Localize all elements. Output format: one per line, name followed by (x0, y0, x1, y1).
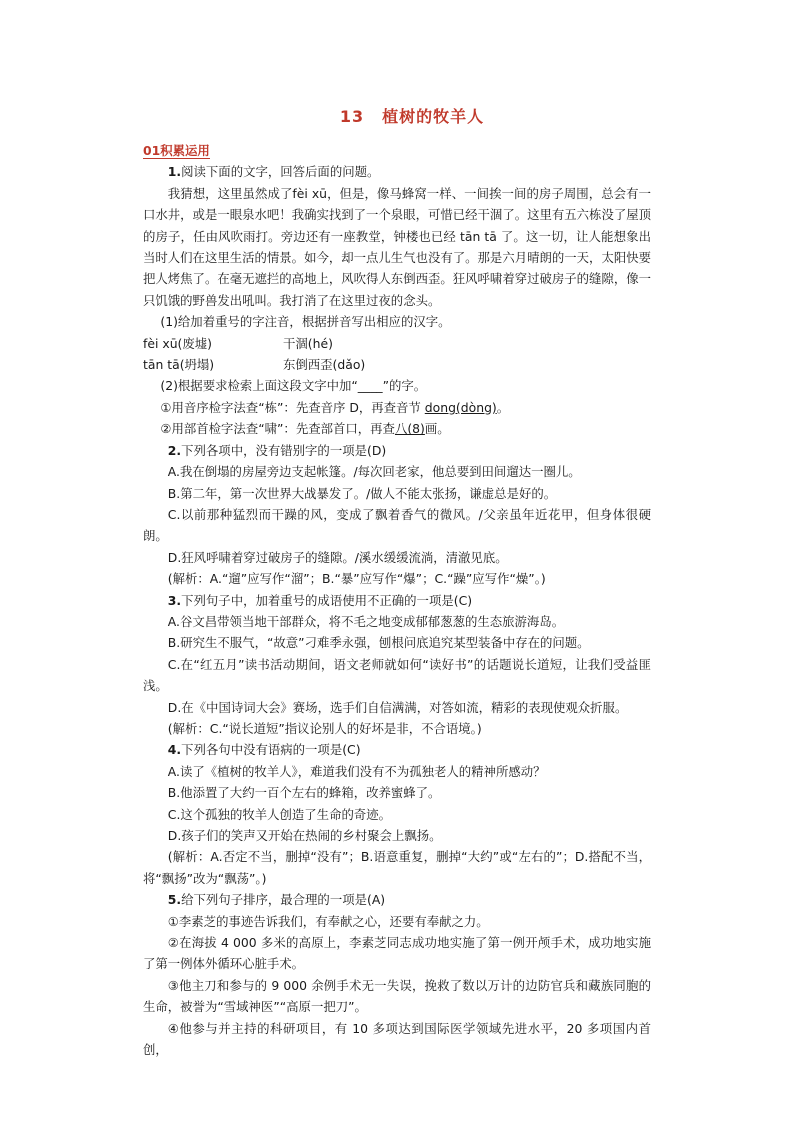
question-4-analysis: (解析：A.否定不当，删掉“没有”；B.语意重复，删掉“大约”或“左右的”；D.搭配不当，将“飘扬”改为“飘荡”。) (143, 849, 651, 886)
question-1-sub2: (2)根据要求检索上面这段文字中加“____”的字。 (160, 378, 427, 394)
worksheet-content (143, 140, 651, 1060)
question-2-analysis: (解析：A.“遛”应写作“溜”；B.“暴”应写作“爆”；C.“躁”应写作“燥”。) (167, 571, 546, 587)
pinyin-row-2: tān tā(坍塌) 东倒西歪(dǎo) (143, 357, 366, 373)
question-2-stem: 2.下列各项中，没有错别字的一项是(D) (167, 442, 387, 458)
pinyin-row-1: fèi xū(废墟) 干涸(hé) (143, 335, 333, 351)
question-1-sub1: (1)给加着重号的字注音，根据拼音写出相应的汉字。 (160, 314, 451, 330)
question-2-option-a: A.我在倒塌的房屋旁边支起帐篷。/每次回老家，他总要到田间遛达一圈儿。 (167, 464, 581, 480)
question-4-option-c: C.这个孤独的牧羊人创造了生命的奇迹。 (167, 806, 392, 822)
question-5-sentence-2: ②在海拔 4 000 多米的高原上，李素芝同志成功地实施了第一例开颅手术，成功地实施了第一例体外循环心脏手术。 (143, 935, 651, 972)
lesson-number: 13 (339, 107, 365, 126)
question-5-stem: 5.给下列句子排序，最合理的一项是(A) (167, 892, 386, 908)
question-3-option-c: C.在“红五月”读书活动期间，语文老师就如何“读好书”的话题说长道短，让我们受益匪浅。 (143, 656, 651, 694)
question-3-option-a: A.谷文昌带领当地干部群众，将不毛之地变成郁郁葱葱的生态旅游海岛。 (167, 613, 565, 629)
question-4-stem: 4.下列各句中没有语病的一项是(C) (167, 742, 361, 758)
question-5-sentence-1: ①李素芝的事迹告诉我们，有奉献之心，还要有奉献之力。 (167, 913, 489, 929)
lesson-title (0, 104, 794, 127)
question-1-sub2-a: ①用音序检字法查“栋”：先查音序 D，再查音节 dong(dòng)。 (160, 399, 510, 415)
question-3-option-b: B.研究生不服气，“故意”刁难季永强，刨根问底追究某型装备中存在的问题。 (167, 635, 590, 651)
question-2-option-c: C.以前那种猛烈而干躁的风，变成了飘着香气的微风。/父亲虽年近花甲，但身体很硬朗。 (143, 506, 651, 544)
question-2-option-b: B.第二年，第一次世界大战暴发了。/做人不能太张扬，谦虚总是好的。 (167, 485, 557, 501)
question-5-sentence-3: ③他主刀和参与的 9 000 余例手术无一失误，挽救了数以万计的边防官兵和藏族同胞的生命，被誉为“雪域神医”“高原一把刀”。 (143, 977, 651, 1015)
question-1-stem: 1.阅读下面的文字，回答后面的问题。 (167, 164, 380, 180)
question-3-option-d: D.在《中国诗词大会》赛场，选手们自信满满，对答如流，精彩的表现使观众折服。 (167, 699, 628, 715)
question-3-stem: 3.下列句子中，加着重号的成语使用不正确的一项是(C) (167, 592, 473, 608)
question-4-option-b: B.他添置了大约一百个左右的蜂箱，改养蜜蜂了。 (167, 785, 441, 801)
question-5-sentence-4: ④他参与并主持的科研项目，有 10 多项达到国际医学领域先进水平，20 多项国内首创， (143, 1020, 651, 1058)
section-heading: 01积累运用 (143, 143, 210, 158)
question-2-option-d: D.狂风呼啸着穿过破房子的缝隙。/溪水缓缓流淌，清澈见底。 (167, 549, 508, 565)
question-4-option-a: A.读了《植树的牧羊人》，难道我们没有不为孤独老人的精神所感动？ (167, 763, 546, 779)
question-1-sub2-b: ②用部首检字法查“啸”：先查部首口，再查八(8)画。 (160, 421, 450, 437)
question-1-passage: 我猜想，这里虽然成了fèi xū，但是，像马蜂窝一样、一间挨一间的房子周围，总会有一口水井，或是一眼泉水吧！我确实找到了一个泉眼，可惜已经干涸了。这里有五六栋没了屋顶的房子，任由风吹雨打。旁边还有一座教堂，钟楼也已经 tān tā 了。这一切，让人能想象出当时人们在这里生活的情景。如今，却一点儿生气也没有了。那是六月晴朗的一天，太阳快要把人烤焦了。在毫无遮拦的高地上，风吹得人东倒西歪。狂风呼啸着穿过破房子的缝隙，像一只饥饿的野兽发出吼叫。我打消了在这里过夜的念头。 (143, 185, 652, 308)
question-4-option-d: D.孩子们的笑声又开始在热闹的乡村聚会上飘扬。 (167, 828, 442, 843)
lesson-name: 植树的牧羊人 (382, 107, 485, 126)
question-3-analysis: (解析：C.“说长道短”指议论别人的好坏是非，不合语境。) (167, 720, 482, 736)
